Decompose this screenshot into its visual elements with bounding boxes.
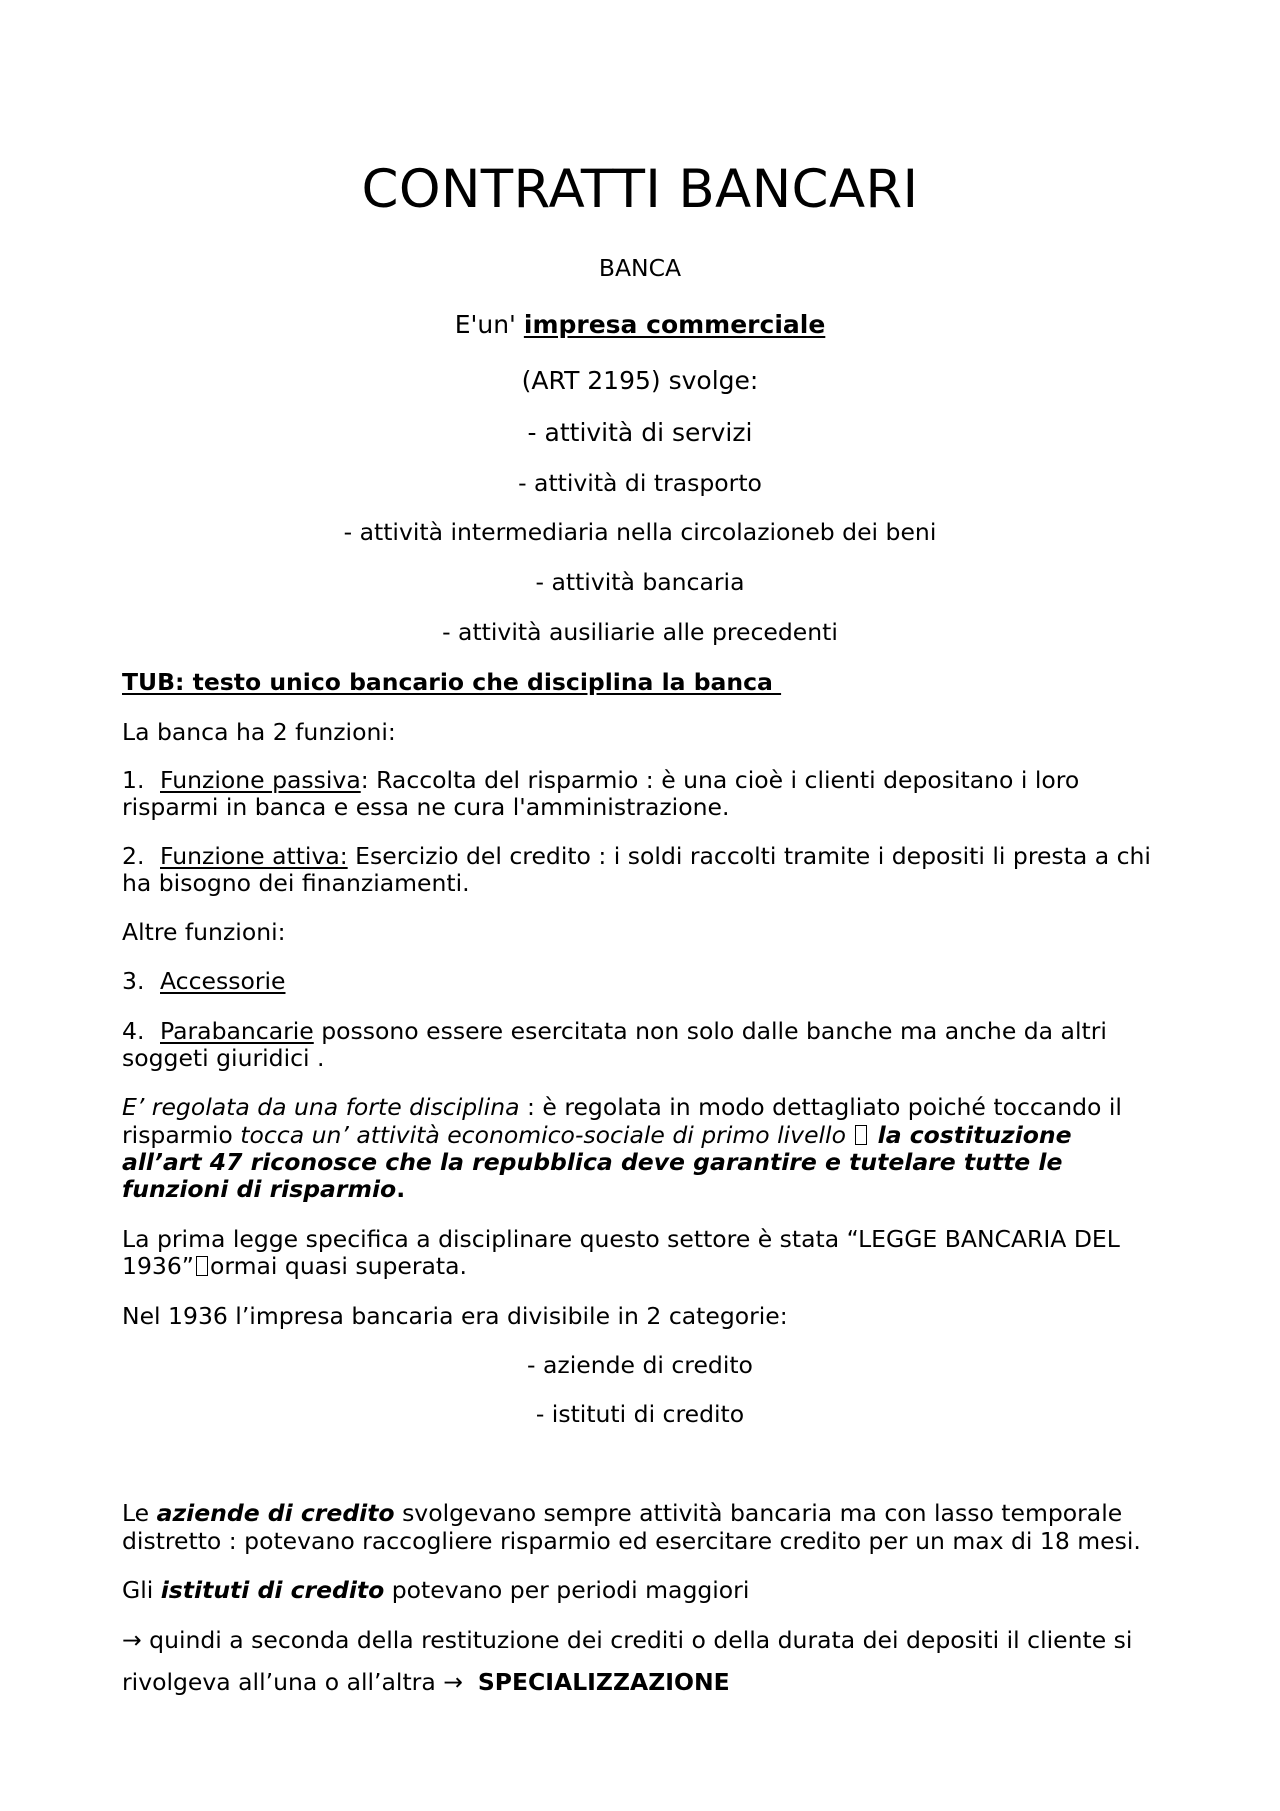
- activity-item: - attività ausiliarie alle precedenti: [442, 618, 838, 646]
- definition-strong: impresa commerciale: [523, 310, 826, 339]
- aziende-line-2: distretto : potevano raccogliere risparmio ed esercitare credito per un max di 18 mesi.: [122, 1527, 1141, 1555]
- disciplina-bold: la costituzione: [869, 1121, 1072, 1149]
- list-number: 1.: [122, 766, 145, 794]
- activity-item: - attività bancaria: [535, 568, 745, 596]
- disciplina-text: risparmio: [122, 1121, 241, 1149]
- section-heading-banca: BANCA: [598, 254, 682, 282]
- disciplina-text: : è regolata in modo dettagliato poiché toccando il: [519, 1093, 1122, 1121]
- nel-1936-intro: Nel 1936 l’impresa bancaria era divisibile in 2 categorie:: [122, 1302, 788, 1330]
- istituti-bold: istituti di credito: [160, 1576, 385, 1604]
- istituti-pre: Gli: [122, 1576, 161, 1604]
- funzione-4-text: possono essere esercitata non solo dalle banche ma anche da altri: [313, 1017, 1107, 1045]
- page-title: CONTRATTI BANCARI: [361, 159, 919, 220]
- funzione-4-label: Parabancarie: [160, 1017, 314, 1045]
- conclusione-text: rivolgeva all’una o all’altra →: [122, 1668, 478, 1696]
- list-number: 3.: [122, 967, 145, 995]
- aziende-post: svolgevano sempre attività bancaria ma con lasso temporale: [394, 1499, 1123, 1527]
- funzione-1-label: Funzione passiva: [160, 766, 361, 794]
- list-number: 4.: [122, 1017, 145, 1045]
- disciplina-period: .: [396, 1175, 406, 1203]
- legge-line-2: [122, 1252, 467, 1280]
- conclusione-line-2: [122, 1668, 730, 1696]
- disciplina-line-1: [122, 1093, 1122, 1121]
- categoria-item: - aziende di credito: [527, 1351, 753, 1379]
- funzione-1-line-2: risparmi in banca e essa ne cura l'amministrazione.: [122, 793, 730, 821]
- disciplina-italic: tocca un’ attività economico-sociale di primo livello: [240, 1121, 846, 1149]
- categoria-item: - istituti di credito: [535, 1400, 745, 1428]
- aziende-line-1: [122, 1499, 1122, 1527]
- tub-heading: TUB: testo unico bancario che disciplina la banca: [122, 668, 782, 696]
- definition-prefix: E'un': [454, 310, 524, 339]
- legge-year: 1936”: [122, 1252, 194, 1280]
- altre-funzioni-intro: Altre funzioni:: [122, 918, 286, 946]
- istituti-line: [122, 1576, 749, 1604]
- activity-item: - attività di servizi: [527, 418, 753, 447]
- funzione-2-text: Esercizio del credito : i soldi raccolti tramite i depositi li presta a chi: [347, 842, 1151, 870]
- legge-line-1: La prima legge specifica a disciplinare questo settore è stata “LEGGE BANCARIA DEL: [122, 1225, 1120, 1253]
- legge-text: ormai quasi superata.: [209, 1252, 468, 1280]
- disciplina-italic: E’ regolata da una forte disciplina: [122, 1093, 520, 1121]
- missing-glyph-icon: [196, 1256, 208, 1276]
- specializzazione-keyword: SPECIALIZZAZIONE: [477, 1668, 730, 1696]
- funzioni-intro: La banca ha 2 funzioni:: [122, 718, 396, 746]
- missing-glyph-icon: [855, 1125, 867, 1145]
- activity-item: - attività intermediaria nella circolazioneb dei beni: [343, 518, 937, 546]
- list-number: 2.: [122, 842, 145, 870]
- funzione-2-line-2: ha bisogno dei finanziamenti.: [122, 869, 470, 897]
- activity-item: - attività di trasporto: [518, 469, 762, 497]
- funzione-1-line-1: [122, 766, 1079, 794]
- aziende-bold: aziende di credito: [156, 1499, 395, 1527]
- funzione-3-label: Accessorie: [160, 967, 286, 995]
- conclusione-line-1: → quindi a seconda della restituzione dei crediti o della durata dei depositi il cliente si: [122, 1626, 1133, 1654]
- aziende-pre: Le: [122, 1499, 157, 1527]
- banca-definition: [0, 310, 1280, 340]
- funzione-2-line-1: [122, 842, 1151, 870]
- funzione-2-label: Funzione attiva:: [160, 842, 348, 870]
- art-reference: (ART 2195) svolge:: [521, 366, 759, 395]
- disciplina-line-4: [122, 1175, 405, 1203]
- disciplina-bold: funzioni di risparmio: [122, 1175, 397, 1203]
- funzione-3: [122, 967, 285, 995]
- disciplina-line-3: all’art 47 riconosce che la repubblica deve garantire e tutelare tutte le: [122, 1148, 1063, 1176]
- funzione-1-text: : Raccolta del risparmio : è una cioè i clienti depositano i loro: [360, 766, 1080, 794]
- funzione-4-line-2: soggeti giuridici .: [122, 1044, 325, 1072]
- funzione-4-line-1: [122, 1017, 1107, 1045]
- disciplina-line-2: [122, 1121, 1072, 1149]
- istituti-post: potevano per periodi maggiori: [384, 1576, 750, 1604]
